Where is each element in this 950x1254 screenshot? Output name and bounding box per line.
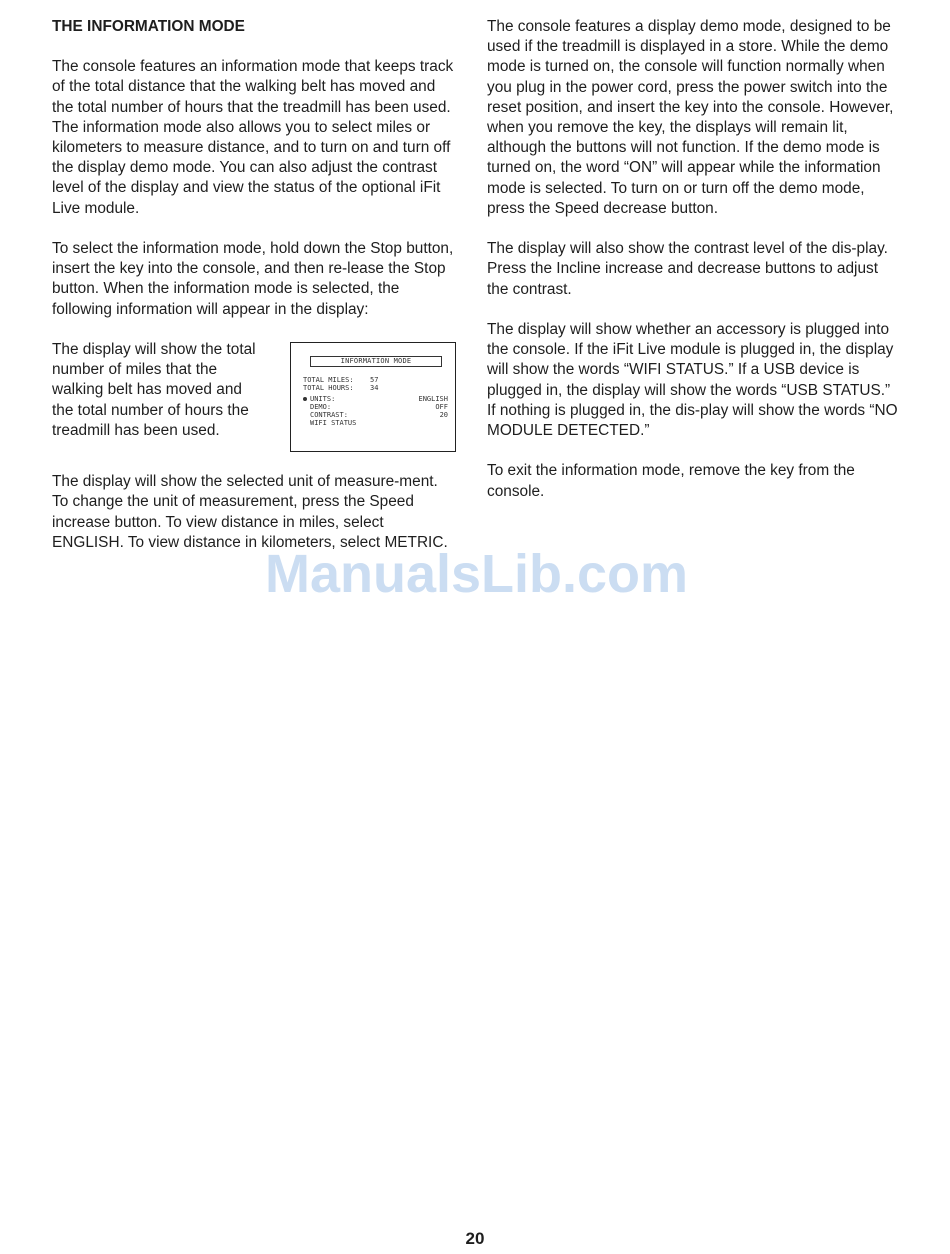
watermark: ManualsLib.com xyxy=(265,544,689,604)
page-number: 20 xyxy=(465,1229,485,1248)
contrast-paragraph: The display will also show the contrast level of the dis-play. Press the Incline increase and decrease buttons to adjust the contrast. xyxy=(487,240,888,298)
exit-paragraph: To exit the information mode, remove the key from the console. xyxy=(487,462,855,500)
total-hours-label: TOTAL HOURS: xyxy=(303,384,354,393)
left-column xyxy=(52,17,457,573)
right-column xyxy=(487,17,899,522)
total-miles-label: TOTAL MILES: xyxy=(303,376,354,385)
wifi-status-label: WIFI STATUS xyxy=(310,419,357,428)
contrast-label: CONTRAST: xyxy=(310,411,348,420)
demo-mode-paragraph: The console features a display demo mode, designed to be used if the treadmill is displayed in a store. While the demo mode is turned on, the console will function normally when you plug in the power cord, press the power switch into the reset position, and insert the key into the console. However, when you remove the key, the displays will remain lit, although the buttons will not function. If the demo mode is turned on, the word “ON” will appear while the information mode is selected. To turn on or turn off the demo mode, press the Speed decrease button. xyxy=(487,18,894,217)
unit-measurement-paragraph: The display will show the selected unit of measure-ment. To change the unit of measurement, press the Speed increase button. To view distance in miles, select ENGLISH. To view distance in kilometers, select METRIC. xyxy=(52,473,448,551)
total-miles-value: 57 xyxy=(370,376,379,385)
miles-hours-paragraph: The display will show the total number of miles that the walking belt has moved and the total number of hours the treadmill has been used. xyxy=(52,341,256,439)
selection-bullet-icon xyxy=(303,397,307,401)
accessory-paragraph: The display will show whether an accessory is plugged into the console. If the iFit Live module is plugged in, the display will show the words “WIFI STATUS.” If a USB device is plugged in, the display will show the words “USB STATUS.” If nothing is plugged in, the dis-play will show the words “NO MODULE DETECTED.” xyxy=(487,321,898,440)
demo-value: OFF xyxy=(435,403,448,412)
contrast-value: 20 xyxy=(439,411,448,420)
units-value: ENGLISH xyxy=(418,395,448,404)
console-display-illustration xyxy=(290,342,456,452)
demo-label: DEMO: xyxy=(310,403,332,412)
select-mode-paragraph: To select the information mode, hold down the Stop button, insert the key into the console, and then re-lease the Stop button. When the information mode is selected, the following information will appear in the display: xyxy=(52,240,454,318)
display-figure-row xyxy=(52,340,457,452)
units-label: UNITS: xyxy=(310,395,336,404)
total-hours-value: 34 xyxy=(370,384,379,393)
intro-paragraph: The console features an information mode that keeps track of the total distance that the walking belt has moved and the total number of hours that the treadmill has been used. The information mode also allows you to select miles or kilometers to measure distance, and to turn on and turn off the display demo mode. You can also adjust the contrast level of the display and view the status of the optional iFit Live module. xyxy=(52,58,454,217)
section-heading: THE INFORMATION MODE xyxy=(52,18,245,35)
display-title: INFORMATION MODE xyxy=(310,356,442,367)
